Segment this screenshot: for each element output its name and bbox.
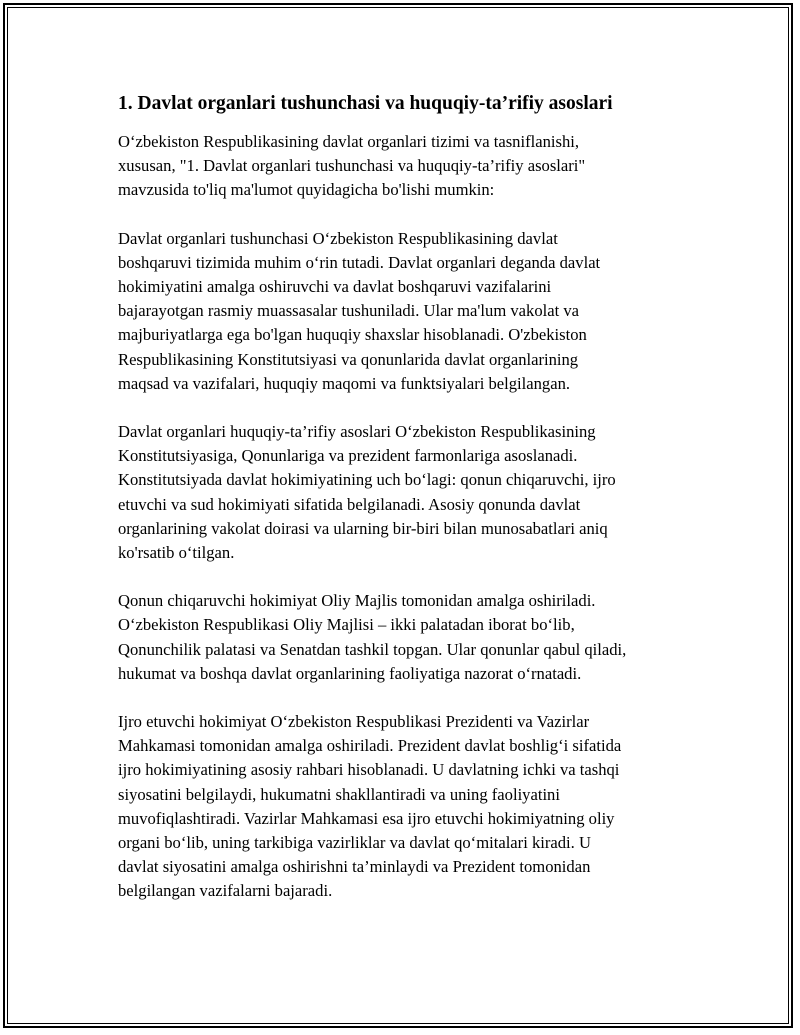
text-line: O‘zbekiston Respublikasi Oliy Majlisi – ikki palatadan iborat bo‘lib, — [118, 615, 575, 635]
text-line: boshqaruvi tizimida muhim o‘rin tutadi. Davlat organlari deganda davlat — [118, 252, 601, 272]
text-line: mavzusida to'liq ma'lumot quyidagicha bo'lishi mumkin: — [118, 180, 495, 200]
paragraph-intro — [118, 130, 690, 203]
text-line: Ijro etuvchi hokimiyat O‘zbekiston Respublikasi Prezidenti va Vazirlar — [118, 712, 590, 732]
text-line: etuvchi va sud hokimiyati sifatida belgilanadi. Asosiy qonunda davlat — [118, 494, 581, 514]
text-line: bajarayotgan rasmiy muassasalar tushuniladi. Ular ma'lum vakolat va — [118, 301, 580, 321]
text-line: ijro hokimiyatining asosiy rahbari hisoblanadi. U davlatning ichki va tashqi — [118, 760, 620, 780]
text-line: majburiyatlarga ega bo'lgan huquqiy shaxslar hisoblanadi. O'zbekiston — [118, 325, 587, 345]
text-line: ko'rsatib o‘tilgan. — [118, 543, 235, 563]
paragraph-legal-basis — [118, 420, 690, 565]
text-line: Konstitutsiyasiga, Qonunlariga va prezident farmonlariga asoslanadi. — [118, 446, 578, 466]
document-body — [118, 92, 690, 928]
text-line: davlat siyosatini amalga oshirishni ta’minlaydi va Prezident tomonidan — [118, 857, 591, 877]
text-line: Davlat organlari huquqiy-ta’rifiy asoslari O‘zbekiston Respublikasining — [118, 422, 596, 442]
paragraph-concept — [118, 227, 690, 396]
paragraph-executive — [118, 710, 690, 904]
text-line: hukumat va boshqa davlat organlarining faoliyatiga nazorat o‘rnatadi. — [118, 663, 582, 683]
text-line: xususan, "1. Davlat organlari tushunchasi va huquqiy-ta’rifiy asoslari" — [118, 156, 586, 176]
text-line: maqsad va vazifalari, huquqiy maqomi va funktsiyalari belgilangan. — [118, 373, 571, 393]
text-line: organi bo‘lib, uning tarkibiga vazirliklar va davlat qo‘mitalari kiradi. U — [118, 833, 591, 853]
text-line: siyosatini belgilaydi, hukumatni shakllantiradi va uning faoliyatini — [118, 784, 560, 804]
text-line: Mahkamasi tomonidan amalga oshiriladi. Prezident davlat boshlig‘i sifatida — [118, 736, 622, 756]
text-line: Davlat organlari tushunchasi O‘zbekiston Respublikasining davlat — [118, 228, 558, 248]
text-line: muvofiqlashtiradi. Vazirlar Mahkamasi esa ijro etuvchi hokimiyatning oliy — [118, 808, 615, 828]
text-line: belgilangan vazifalarni bajaradi. — [118, 881, 333, 901]
paragraph-legislative — [118, 589, 690, 686]
text-line: Qonunchilik palatasi va Senatdan tashkil topgan. Ular qonunlar qabul qiladi, — [118, 639, 627, 659]
text-line: Respublikasining Konstitutsiyasi va qonunlarida davlat organlarining — [118, 349, 579, 369]
text-line: organlarining vakolat doirasi va ularning bir-biri bilan munosabatlari aniq — [118, 518, 608, 538]
text-line: Konstitutsiyada davlat hokimiyatining uch bo‘lagi: qonun chiqaruvchi, ijro — [118, 470, 616, 490]
text-line: O‘zbekiston Respublikasining davlat organlari tizimi va tasniflanishi, — [118, 132, 580, 151]
text-line: Qonun chiqaruvchi hokimiyat Oliy Majlis tomonidan amalga oshiriladi. — [118, 591, 596, 611]
section-heading: 1. Davlat organlari tushunchasi va huquqiy-ta’rifiy asoslari — [118, 93, 613, 114]
text-line: hokimiyatini amalga oshiruvchi va davlat boshqaruvi vazifalarini — [118, 277, 552, 297]
